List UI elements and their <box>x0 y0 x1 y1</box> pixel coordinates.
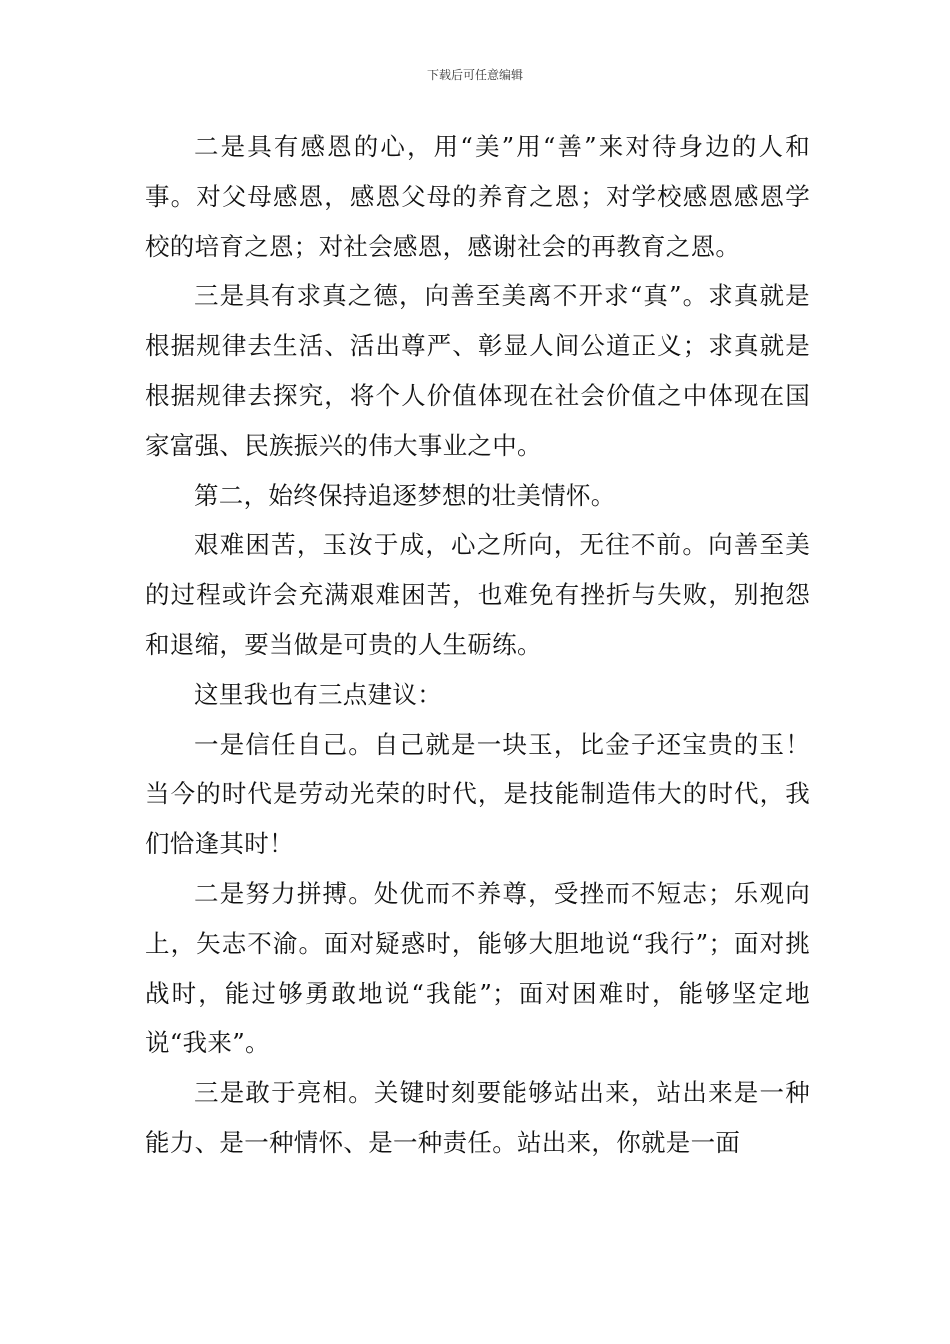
paragraph-stand-out: 三是敢于亮相。关键时刻要能够站出来，站出来是一种能力、是一种情怀、是一种责任。站出来，你就是一面 <box>145 1078 810 1157</box>
document-body <box>145 122 810 1168</box>
paragraph-trust-yourself: 一是信任自己。自己就是一块玉，比金子还宝贵的玉！当今的时代是劳动光荣的时代，是技能制造伟大的时代，我们恰逢其时！ <box>145 729 810 859</box>
paragraph-section-two-heading: 第二，始终保持追逐梦想的壮美情怀。 <box>194 480 616 510</box>
page-header-note: 下载后可任意编辑 <box>426 68 523 82</box>
paragraph-gratitude: 二是具有感恩的心，用“美”用“善”来对待身边的人和事。对父母感恩，感恩父母的养育之恩；对学校感恩感恩学校的培育之恩；对社会感恩，感谢社会的再教育之恩。 <box>145 132 810 261</box>
paragraph-strive: 二是努力拼搏。处优而不养尊，受挫而不短志；乐观向上，矢志不渝。面对疑惑时，能够大胆地说“我行”；面对挑战时，能过够勇敢地说“我能”；面对困难时，能够坚定地说“我来”。 <box>145 878 810 1058</box>
paragraph-truth: 三是具有求真之德，向善至美离不开求“真”。求真就是根据规律去生活、活出尊严、彰显人间公道正义；求真就是根据规律去探究，将个人价值体现在社会价值之中体现在国家富强、民族振兴的伟大事业之中。 <box>145 281 810 460</box>
paragraph-three-suggestions: 这里我也有三点建议： <box>194 679 442 709</box>
paragraph-hardship: 艰难困苦，玉汝于成，心之所向，无往不前。向善至美的过程或许会充满艰难困苦，也难免有挫折与失败，别抱怨和退缩，要当做是可贵的人生砺练。 <box>145 530 810 659</box>
